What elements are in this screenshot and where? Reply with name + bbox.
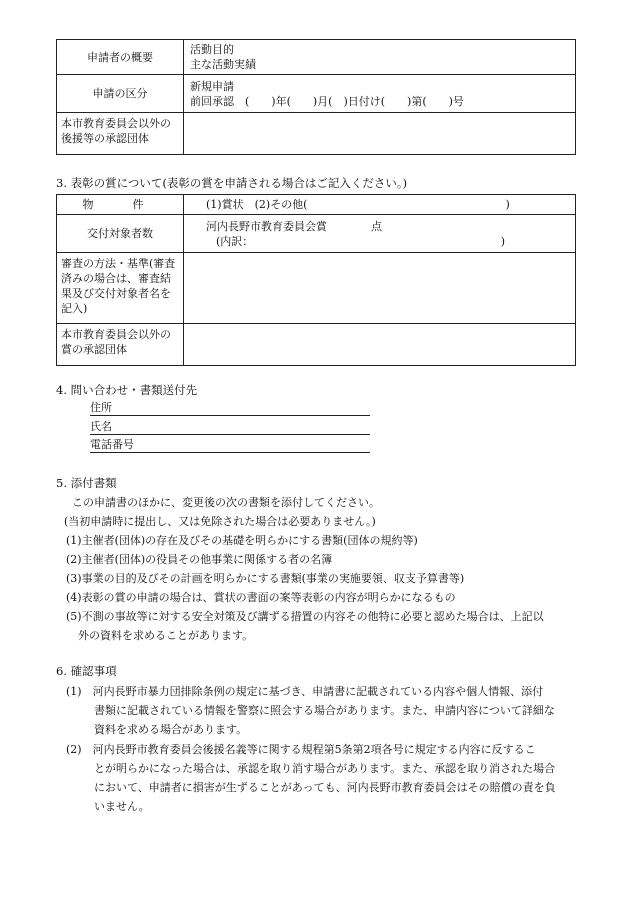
phone-field[interactable]: [90, 436, 370, 453]
applicant-info-table: [56, 39, 576, 155]
section3-heading: 3. 表彰の賞について(表彰の賞を申請される場合はご記入ください。): [56, 176, 408, 190]
other-award-cell[interactable]: [184, 324, 576, 366]
section5-heading: 5. 添付書類: [56, 476, 117, 490]
attachment-item-4: (4)表彰の賞の申請の場合は、賞状の書面の案等表彰の内容が明らかになるもの: [66, 591, 456, 604]
address-label: 住所: [90, 401, 112, 414]
recipients-award: 河内長野市教育委員会賞 点: [206, 219, 382, 233]
category-new: 新規申請: [190, 79, 234, 93]
recipients-breakdown: (内訳： ): [216, 234, 506, 248]
attachment-item-3: (3)事業の目的及びその計画を明らかにする書類(事業の実施要領、収支予算書等): [66, 572, 465, 585]
other-award-label: 本市教育委員会以外の賞の承認団体: [57, 324, 184, 366]
phone-label: 電話番号: [90, 438, 134, 451]
confirm-item-1: (1) 河内長野市暴力団排除条例の規定に基づき、申請書に記載されている内容や個人情報、添付: [66, 685, 544, 698]
attachments-note: (当初申請時に提出し、又は免除された場合は必要ありません。): [64, 515, 376, 528]
attachment-item-5: (5)不測の事故等に対する安全対策及び講ずる措置の内容その他特に必要と認めた場合は、上記以: [66, 610, 544, 623]
overview-purpose: 活動目的: [190, 43, 234, 56]
name-field[interactable]: [90, 418, 370, 435]
name-label: 氏名: [90, 420, 112, 433]
overview-cell[interactable]: [184, 40, 576, 75]
award-table: [56, 194, 576, 366]
recipients-label: 交付対象者数: [57, 215, 184, 253]
attachment-item-5-cont: 外の資料を求めることがあります。: [78, 629, 254, 642]
confirm-item-2: (2) 河内長野市教育委員会後援名義等に関する規程第5条第2項各号に規定する内容に反するこ: [66, 743, 536, 756]
item-label: 物 件: [57, 195, 184, 215]
category-cell[interactable]: [184, 75, 576, 113]
attachment-item-2: (2)主催者(団体)の役員その他事業に関係する者の名簿: [66, 553, 333, 566]
other-support-cell[interactable]: [184, 113, 576, 155]
attachments-intro: この申請書のほかに、変更後の次の書類を添付してください。: [72, 496, 380, 509]
confirm-item-2-cont1: とが明らかになった場合は、承認を取り消す場合があります。また、承認を取り消された場合: [94, 762, 556, 775]
other-support-label: 本市教育委員会以外の後援等の承認団体: [57, 113, 184, 155]
confirm-item-2-cont3: いません。: [94, 800, 150, 813]
review-label: 審査の方法・基準(審査済みの場合は、審査結果及び交付対象者名を記入): [57, 253, 184, 324]
recipients-cell[interactable]: [184, 215, 576, 253]
confirm-item-1-cont2: 資料を求める場合があります。: [94, 723, 248, 736]
address-field[interactable]: [90, 399, 370, 416]
overview-label: 申請者の概要: [57, 40, 184, 75]
overview-achievements: 主な活動実績: [190, 58, 256, 71]
item-value: (1)賞状 (2)その他( ): [206, 198, 510, 211]
confirm-item-1-cont1: 書類に記載されている情報を警察に照会する場合があります。また、申請内容について詳細な: [94, 704, 555, 717]
section6-heading: 6. 確認事項: [56, 664, 117, 678]
review-cell[interactable]: [184, 253, 576, 324]
item-cell[interactable]: [184, 195, 576, 215]
attachment-item-1: (1)主催者(団体)の存在及びその基礎を明らかにする書類(団体の規約等): [66, 534, 418, 547]
section4-heading: 4. 問い合わせ・書類送付先: [56, 383, 198, 397]
confirm-item-2-cont2: において、申請者に損害が生ずることがあっても、河内長野市教育委員会はその賠償の責を負: [94, 781, 556, 794]
category-label: 申請の区分: [57, 75, 184, 113]
category-previous: 前回承認 ( )年( )月( )日付け( )第( )号: [190, 94, 464, 108]
